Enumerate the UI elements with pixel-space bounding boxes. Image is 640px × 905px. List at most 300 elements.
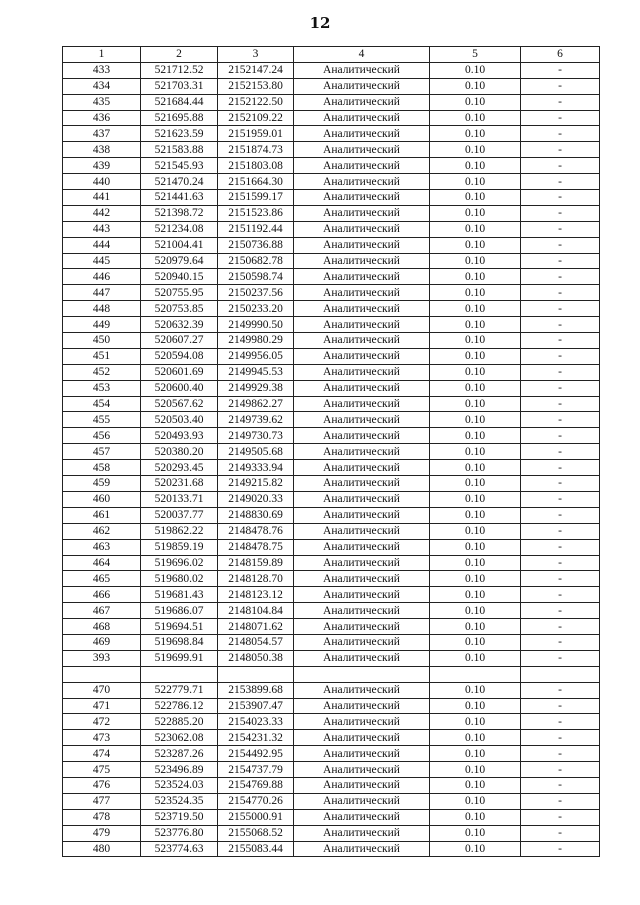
point-number-cell: 438 — [63, 142, 141, 158]
note-cell: - — [521, 126, 600, 142]
accuracy-cell: 0.10 — [430, 428, 521, 444]
table-row — [63, 619, 600, 635]
method-cell: Аналитический — [294, 190, 430, 206]
point-number-cell: 435 — [63, 94, 141, 110]
x-coordinate-cell: 519681.43 — [141, 587, 218, 603]
point-number-cell: 472 — [63, 714, 141, 730]
note-cell: - — [521, 825, 600, 841]
point-number-cell: 451 — [63, 348, 141, 364]
method-cell: Аналитический — [294, 285, 430, 301]
point-number-cell: 463 — [63, 539, 141, 555]
accuracy-cell: 0.10 — [430, 269, 521, 285]
accuracy-cell: 0.10 — [430, 841, 521, 857]
x-coordinate-cell: 521470.24 — [141, 174, 218, 190]
point-number-cell: 448 — [63, 301, 141, 317]
note-cell: - — [521, 746, 600, 762]
column-header-3: 3 — [218, 47, 294, 63]
note-cell: - — [521, 174, 600, 190]
x-coordinate-cell: 521398.72 — [141, 205, 218, 221]
x-coordinate-cell: 519680.02 — [141, 571, 218, 587]
x-coordinate-cell: 520601.69 — [141, 364, 218, 380]
note-cell: - — [521, 221, 600, 237]
method-cell: Аналитический — [294, 841, 430, 857]
method-cell: Аналитический — [294, 78, 430, 94]
method-cell: Аналитический — [294, 110, 430, 126]
table-row — [63, 841, 600, 857]
note-cell: - — [521, 412, 600, 428]
point-number-cell: 466 — [63, 587, 141, 603]
method-cell: Аналитический — [294, 174, 430, 190]
x-coordinate-cell: 522779.71 — [141, 682, 218, 698]
point-number-cell: 480 — [63, 841, 141, 857]
accuracy-cell: 0.10 — [430, 539, 521, 555]
table-row — [63, 62, 600, 78]
y-coordinate-cell: 2151523.86 — [218, 205, 294, 221]
x-coordinate-cell: 523496.89 — [141, 762, 218, 778]
table-row — [63, 746, 600, 762]
y-coordinate-cell: 2154770.26 — [218, 793, 294, 809]
point-number-cell: 473 — [63, 730, 141, 746]
table-row — [63, 539, 600, 555]
note-cell: - — [521, 158, 600, 174]
accuracy-cell: 0.10 — [430, 396, 521, 412]
method-cell: Аналитический — [294, 698, 430, 714]
x-coordinate-cell: 520600.40 — [141, 380, 218, 396]
table-row — [63, 301, 600, 317]
accuracy-cell: 0.10 — [430, 793, 521, 809]
method-cell: Аналитический — [294, 523, 430, 539]
note-cell: - — [521, 142, 600, 158]
accuracy-cell: 0.10 — [430, 491, 521, 507]
accuracy-cell: 0.10 — [430, 348, 521, 364]
accuracy-cell: 0.10 — [430, 809, 521, 825]
x-coordinate-cell: 520753.85 — [141, 301, 218, 317]
accuracy-cell: 0.10 — [430, 603, 521, 619]
point-number-cell: 449 — [63, 317, 141, 333]
accuracy-cell: 0.10 — [430, 682, 521, 698]
table-row — [63, 428, 600, 444]
accuracy-cell: 0.10 — [430, 762, 521, 778]
method-cell: Аналитический — [294, 444, 430, 460]
y-coordinate-cell: 2151664.30 — [218, 174, 294, 190]
note-cell: - — [521, 62, 600, 78]
y-coordinate-cell: 2149990.50 — [218, 317, 294, 333]
page-number: 12 — [309, 14, 331, 32]
note-cell: - — [521, 348, 600, 364]
y-coordinate-cell: 2148123.12 — [218, 587, 294, 603]
y-coordinate-cell: 2152109.22 — [218, 110, 294, 126]
x-coordinate-cell: 523524.35 — [141, 793, 218, 809]
method-cell: Аналитический — [294, 380, 430, 396]
method-cell: Аналитический — [294, 539, 430, 555]
table-row — [63, 507, 600, 523]
accuracy-cell: 0.10 — [430, 333, 521, 349]
y-coordinate-cell: 2149020.33 — [218, 491, 294, 507]
note-cell: - — [521, 333, 600, 349]
note-cell: - — [521, 253, 600, 269]
table-row — [63, 650, 600, 666]
method-cell: Аналитический — [294, 126, 430, 142]
table-row — [63, 444, 600, 460]
method-cell: Аналитический — [294, 603, 430, 619]
method-cell: Аналитический — [294, 333, 430, 349]
note-cell: - — [521, 507, 600, 523]
note-cell: - — [521, 317, 600, 333]
table-row — [63, 285, 600, 301]
point-number-cell: 441 — [63, 190, 141, 206]
table-row — [63, 317, 600, 333]
x-coordinate-cell: 520037.77 — [141, 507, 218, 523]
method-cell: Аналитический — [294, 793, 430, 809]
accuracy-cell: 0.10 — [430, 460, 521, 476]
point-number-cell: 468 — [63, 619, 141, 635]
point-number-cell: 470 — [63, 682, 141, 698]
point-number-cell: 454 — [63, 396, 141, 412]
accuracy-cell: 0.10 — [430, 571, 521, 587]
accuracy-cell: 0.10 — [430, 78, 521, 94]
point-number-cell: 476 — [63, 777, 141, 793]
method-cell: Аналитический — [294, 237, 430, 253]
method-cell: Аналитический — [294, 746, 430, 762]
y-coordinate-cell: 2155068.52 — [218, 825, 294, 841]
y-coordinate-cell: 2151959.01 — [218, 126, 294, 142]
accuracy-cell: 0.10 — [430, 730, 521, 746]
table-row — [63, 491, 600, 507]
accuracy-cell: 0.10 — [430, 619, 521, 635]
note-cell: - — [521, 762, 600, 778]
table-row — [63, 809, 600, 825]
point-number-cell: 434 — [63, 78, 141, 94]
y-coordinate-cell: 2150237.56 — [218, 285, 294, 301]
table-row — [63, 253, 600, 269]
note-cell: - — [521, 698, 600, 714]
y-coordinate-cell: 2152147.24 — [218, 62, 294, 78]
note-cell: - — [521, 809, 600, 825]
x-coordinate-cell: 523719.50 — [141, 809, 218, 825]
table-row — [63, 555, 600, 571]
method-cell: Аналитический — [294, 94, 430, 110]
method-cell: Аналитический — [294, 301, 430, 317]
point-number-cell: 446 — [63, 269, 141, 285]
note-cell: - — [521, 460, 600, 476]
note-cell: - — [521, 603, 600, 619]
x-coordinate-cell — [141, 666, 218, 682]
table-row — [63, 825, 600, 841]
note-cell: - — [521, 205, 600, 221]
y-coordinate-cell: 2149945.53 — [218, 364, 294, 380]
table-row — [63, 412, 600, 428]
column-header-4: 4 — [294, 47, 430, 63]
y-coordinate-cell: 2149505.68 — [218, 444, 294, 460]
point-number-cell: 456 — [63, 428, 141, 444]
method-cell: Аналитический — [294, 62, 430, 78]
point-number-cell: 437 — [63, 126, 141, 142]
accuracy-cell: 0.10 — [430, 364, 521, 380]
point-number-cell: 464 — [63, 555, 141, 571]
table-row — [63, 269, 600, 285]
point-number-cell: 450 — [63, 333, 141, 349]
method-cell: Аналитический — [294, 714, 430, 730]
y-coordinate-cell: 2150736.88 — [218, 237, 294, 253]
point-number-cell: 461 — [63, 507, 141, 523]
x-coordinate-cell: 521441.63 — [141, 190, 218, 206]
note-cell: - — [521, 78, 600, 94]
point-number-cell: 445 — [63, 253, 141, 269]
x-coordinate-cell: 521583.88 — [141, 142, 218, 158]
note-cell: - — [521, 190, 600, 206]
x-coordinate-cell: 520493.93 — [141, 428, 218, 444]
x-coordinate-cell: 520594.08 — [141, 348, 218, 364]
point-number-cell: 447 — [63, 285, 141, 301]
method-cell: Аналитический — [294, 396, 430, 412]
x-coordinate-cell: 523774.63 — [141, 841, 218, 857]
point-number-cell — [63, 666, 141, 682]
y-coordinate-cell: 2153907.47 — [218, 698, 294, 714]
method-cell: Аналитический — [294, 682, 430, 698]
table-row — [63, 460, 600, 476]
note-cell: - — [521, 539, 600, 555]
note-cell: - — [521, 619, 600, 635]
method-cell: Аналитический — [294, 571, 430, 587]
table-row — [63, 190, 600, 206]
x-coordinate-cell: 520940.15 — [141, 269, 218, 285]
y-coordinate-cell: 2152122.50 — [218, 94, 294, 110]
method-cell: Аналитический — [294, 269, 430, 285]
x-coordinate-cell: 521695.88 — [141, 110, 218, 126]
table-header-row — [63, 47, 600, 63]
accuracy-cell: 0.10 — [430, 444, 521, 460]
y-coordinate-cell: 2153899.68 — [218, 682, 294, 698]
accuracy-cell: 0.10 — [430, 380, 521, 396]
x-coordinate-cell: 519699.91 — [141, 650, 218, 666]
x-coordinate-cell: 519859.19 — [141, 539, 218, 555]
y-coordinate-cell: 2151803.08 — [218, 158, 294, 174]
note-cell: - — [521, 476, 600, 492]
x-coordinate-cell: 520293.45 — [141, 460, 218, 476]
point-number-cell: 474 — [63, 746, 141, 762]
y-coordinate-cell: 2152153.80 — [218, 78, 294, 94]
x-coordinate-cell: 523776.80 — [141, 825, 218, 841]
y-coordinate-cell: 2148159.89 — [218, 555, 294, 571]
table-row — [63, 205, 600, 221]
y-coordinate-cell: 2154231.32 — [218, 730, 294, 746]
table-row — [63, 396, 600, 412]
accuracy-cell: 0.10 — [430, 634, 521, 650]
note-cell: - — [521, 571, 600, 587]
x-coordinate-cell: 520133.71 — [141, 491, 218, 507]
note-cell: - — [521, 491, 600, 507]
x-coordinate-cell: 520231.68 — [141, 476, 218, 492]
table-row — [63, 380, 600, 396]
x-coordinate-cell: 521234.08 — [141, 221, 218, 237]
note-cell: - — [521, 110, 600, 126]
table-row — [63, 714, 600, 730]
method-cell: Аналитический — [294, 619, 430, 635]
note-cell: - — [521, 301, 600, 317]
x-coordinate-cell: 520607.27 — [141, 333, 218, 349]
point-number-cell: 442 — [63, 205, 141, 221]
table-row — [63, 142, 600, 158]
x-coordinate-cell: 521703.31 — [141, 78, 218, 94]
x-coordinate-cell: 520755.95 — [141, 285, 218, 301]
point-number-cell: 479 — [63, 825, 141, 841]
y-coordinate-cell: 2149730.73 — [218, 428, 294, 444]
x-coordinate-cell: 519696.02 — [141, 555, 218, 571]
y-coordinate-cell: 2151192.44 — [218, 221, 294, 237]
method-cell: Аналитический — [294, 158, 430, 174]
accuracy-cell: 0.10 — [430, 174, 521, 190]
note-cell: - — [521, 285, 600, 301]
table-row — [63, 158, 600, 174]
point-number-cell: 457 — [63, 444, 141, 460]
y-coordinate-cell: 2150598.74 — [218, 269, 294, 285]
table-row — [63, 78, 600, 94]
x-coordinate-cell: 521712.52 — [141, 62, 218, 78]
y-coordinate-cell: 2149862.27 — [218, 396, 294, 412]
method-cell: Аналитический — [294, 555, 430, 571]
note-cell: - — [521, 396, 600, 412]
method-cell: Аналитический — [294, 587, 430, 603]
method-cell: Аналитический — [294, 777, 430, 793]
accuracy-cell: 0.10 — [430, 714, 521, 730]
x-coordinate-cell: 523524.03 — [141, 777, 218, 793]
x-coordinate-cell: 521684.44 — [141, 94, 218, 110]
x-coordinate-cell: 520567.62 — [141, 396, 218, 412]
method-cell: Аналитический — [294, 364, 430, 380]
y-coordinate-cell — [218, 666, 294, 682]
note-cell: - — [521, 444, 600, 460]
table-row — [63, 777, 600, 793]
method-cell: Аналитический — [294, 428, 430, 444]
method-cell: Аналитический — [294, 730, 430, 746]
point-number-cell: 459 — [63, 476, 141, 492]
note-cell: - — [521, 380, 600, 396]
accuracy-cell: 0.10 — [430, 698, 521, 714]
y-coordinate-cell: 2149215.82 — [218, 476, 294, 492]
y-coordinate-cell: 2148050.38 — [218, 650, 294, 666]
table-row — [63, 476, 600, 492]
y-coordinate-cell: 2148478.75 — [218, 539, 294, 555]
table-row — [63, 682, 600, 698]
y-coordinate-cell: 2154492.95 — [218, 746, 294, 762]
x-coordinate-cell: 521623.59 — [141, 126, 218, 142]
y-coordinate-cell: 2148478.76 — [218, 523, 294, 539]
table-row — [63, 94, 600, 110]
y-coordinate-cell: 2155083.44 — [218, 841, 294, 857]
method-cell: Аналитический — [294, 348, 430, 364]
point-number-cell: 477 — [63, 793, 141, 809]
table-row — [63, 762, 600, 778]
y-coordinate-cell: 2151874.73 — [218, 142, 294, 158]
y-coordinate-cell: 2148128.70 — [218, 571, 294, 587]
note-cell: - — [521, 714, 600, 730]
y-coordinate-cell: 2148104.84 — [218, 603, 294, 619]
method-cell: Аналитический — [294, 491, 430, 507]
x-coordinate-cell: 522885.20 — [141, 714, 218, 730]
coordinates-table — [62, 46, 600, 857]
x-coordinate-cell: 523062.08 — [141, 730, 218, 746]
accuracy-cell: 0.10 — [430, 650, 521, 666]
accuracy-cell: 0.10 — [430, 555, 521, 571]
note-cell: - — [521, 634, 600, 650]
y-coordinate-cell: 2149929.38 — [218, 380, 294, 396]
table-row — [63, 587, 600, 603]
note-cell: - — [521, 364, 600, 380]
y-coordinate-cell: 2154737.79 — [218, 762, 294, 778]
note-cell: - — [521, 777, 600, 793]
x-coordinate-cell: 520979.64 — [141, 253, 218, 269]
accuracy-cell: 0.10 — [430, 110, 521, 126]
method-cell: Аналитический — [294, 253, 430, 269]
accuracy-cell: 0.10 — [430, 62, 521, 78]
point-number-cell: 467 — [63, 603, 141, 619]
method-cell: Аналитический — [294, 205, 430, 221]
method-cell: Аналитический — [294, 634, 430, 650]
note-cell: - — [521, 587, 600, 603]
y-coordinate-cell: 2149739.62 — [218, 412, 294, 428]
x-coordinate-cell: 521004.41 — [141, 237, 218, 253]
point-number-cell: 455 — [63, 412, 141, 428]
accuracy-cell: 0.10 — [430, 476, 521, 492]
method-cell: Аналитический — [294, 650, 430, 666]
column-header-1: 1 — [63, 47, 141, 63]
method-cell: Аналитический — [294, 412, 430, 428]
y-coordinate-cell: 2154769.88 — [218, 777, 294, 793]
y-coordinate-cell: 2149956.05 — [218, 348, 294, 364]
point-number-cell: 469 — [63, 634, 141, 650]
y-coordinate-cell: 2154023.33 — [218, 714, 294, 730]
point-number-cell: 475 — [63, 762, 141, 778]
x-coordinate-cell: 523287.26 — [141, 746, 218, 762]
accuracy-cell: 0.10 — [430, 221, 521, 237]
method-cell: Аналитический — [294, 809, 430, 825]
point-number-cell: 453 — [63, 380, 141, 396]
y-coordinate-cell: 2149980.29 — [218, 333, 294, 349]
accuracy-cell: 0.10 — [430, 523, 521, 539]
accuracy-cell: 0.10 — [430, 825, 521, 841]
table-row — [63, 603, 600, 619]
note-cell: - — [521, 269, 600, 285]
note-cell: - — [521, 523, 600, 539]
y-coordinate-cell: 2149333.94 — [218, 460, 294, 476]
method-cell: Аналитический — [294, 460, 430, 476]
table-row — [63, 110, 600, 126]
accuracy-cell: 0.10 — [430, 746, 521, 762]
note-cell: - — [521, 555, 600, 571]
x-coordinate-cell: 519694.51 — [141, 619, 218, 635]
table-body — [63, 62, 600, 857]
accuracy-cell: 0.10 — [430, 507, 521, 523]
accuracy-cell: 0.10 — [430, 158, 521, 174]
point-number-cell: 440 — [63, 174, 141, 190]
note-cell: - — [521, 94, 600, 110]
x-coordinate-cell: 522786.12 — [141, 698, 218, 714]
note-cell: - — [521, 682, 600, 698]
note-cell: - — [521, 730, 600, 746]
point-number-cell: 439 — [63, 158, 141, 174]
table-row — [63, 730, 600, 746]
note-cell: - — [521, 237, 600, 253]
point-number-cell: 478 — [63, 809, 141, 825]
accuracy-cell: 0.10 — [430, 237, 521, 253]
y-coordinate-cell: 2148054.57 — [218, 634, 294, 650]
column-header-6: 6 — [521, 47, 600, 63]
accuracy-cell: 0.10 — [430, 126, 521, 142]
method-cell — [294, 666, 430, 682]
point-number-cell: 393 — [63, 650, 141, 666]
table-row — [63, 221, 600, 237]
accuracy-cell: 0.10 — [430, 205, 521, 221]
